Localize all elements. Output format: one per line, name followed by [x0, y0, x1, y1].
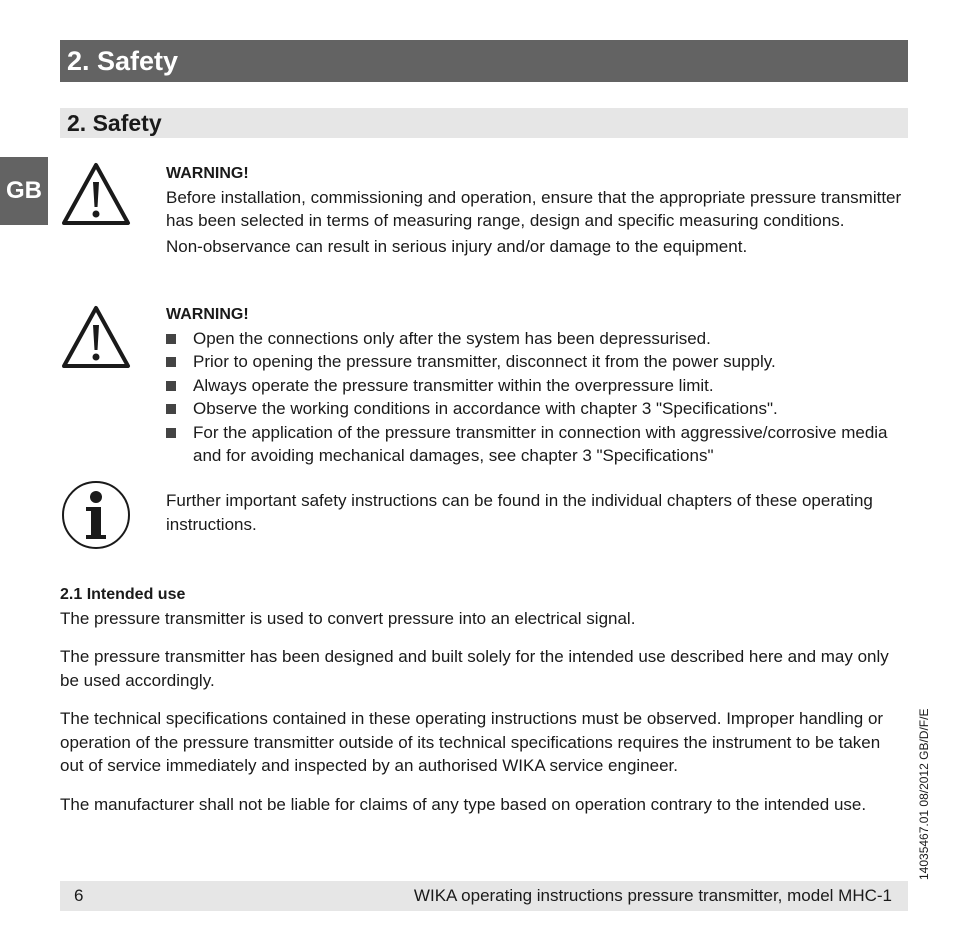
warning-title: WARNING!: [166, 306, 249, 323]
warning-list: [166, 327, 906, 468]
bullet-square-icon: [166, 381, 176, 391]
list-item-text: Open the connections only after the system has been depressurised.: [193, 328, 711, 348]
warning-title: WARNING!: [166, 165, 249, 182]
page-footer: [60, 881, 908, 911]
warning-triangle-icon: [61, 305, 131, 369]
list-item-text: For the application of the pressure transmitter in connection with aggressive/corrosive media and for avoiding mechanical damages, see chapter 3 "Specifications": [193, 422, 888, 465]
warning-paragraph: Non-observance can result in serious injury and/or damage to the equipment.: [166, 236, 748, 256]
info-block: [166, 489, 906, 536]
bullet-square-icon: [166, 428, 176, 438]
intended-use-section: [60, 583, 900, 816]
warning-triangle-icon: [61, 162, 131, 226]
list-item: [166, 350, 906, 374]
warning-block-2: [166, 303, 906, 468]
language-tab: GB: [0, 157, 48, 225]
bullet-square-icon: [166, 357, 176, 367]
info-text: Further important safety instructions can be found in the individual chapters of these operating instructions.: [166, 491, 873, 534]
warning-paragraph: Before installation, commissioning and operation, ensure that the appropriate pressure transmitter has been selected in terms of measuring range, design and specific measuring conditions.: [166, 187, 902, 230]
paragraph: The technical specifications contained in these operating instructions must be observed. Improper handling or operation of the pressure transmitter outside of its technical specifications requires the instrument to be taken out of service immediately and inspected by an authorised WIKA service engineer.: [60, 709, 884, 775]
list-item-text: Observe the working conditions in accordance with chapter 3 "Specifications".: [193, 399, 778, 418]
list-item: [166, 327, 906, 351]
paragraph: The pressure transmitter is used to convert pressure into an electrical signal.: [60, 608, 636, 628]
page-header: 2. Safety: [60, 40, 908, 82]
list-item: [166, 421, 906, 468]
paragraph: The pressure transmitter has been designed and built solely for the intended use described here and may only be used accordingly.: [60, 647, 889, 690]
section-title: 2. Safety: [60, 108, 908, 138]
list-item: [166, 374, 906, 398]
bullet-square-icon: [166, 404, 176, 414]
info-icon: [61, 480, 131, 550]
footer-title: WIKA operating instructions pressure transmitter, model MHC-1: [413, 886, 892, 905]
paragraph: The manufacturer shall not be liable for claims of any type based on operation contrary to the intended use.: [60, 794, 867, 814]
section-heading: 2.1 Intended use: [60, 586, 186, 603]
document-code: 14035467.01 08/2012 GB/D/F/E: [917, 708, 931, 880]
warning-block-1: [166, 162, 906, 258]
bullet-square-icon: [166, 334, 176, 344]
page-number: 6: [74, 886, 84, 905]
list-item-text: Prior to opening the pressure transmitter, disconnect it from the power supply.: [193, 352, 776, 371]
list-item-text: Always operate the pressure transmitter within the overpressure limit.: [193, 375, 714, 395]
list-item: [166, 397, 906, 421]
